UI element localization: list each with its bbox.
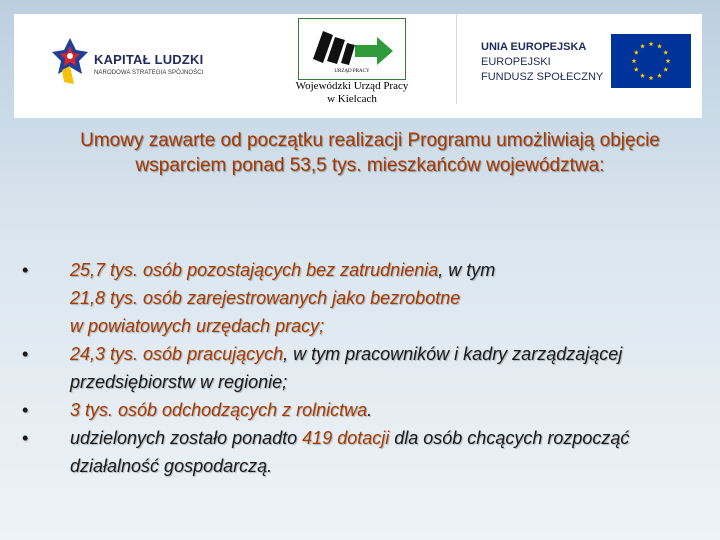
- wup-arrow-icon: [305, 23, 399, 69]
- bullet-list: [22, 256, 692, 480]
- bullet-text: udzielonych zostało ponadto: [70, 428, 303, 448]
- eu-text: [481, 40, 603, 85]
- logo-bar: [14, 14, 702, 118]
- wup-caption-line2: w Kielcach: [327, 93, 377, 105]
- bullet-text: , w tym: [438, 260, 496, 280]
- bullet-highlight: w powiatowych urzędach pracy;: [70, 316, 325, 336]
- bullet-highlight: 25,7 tys. osób pozostających bez zatrudnienia: [70, 260, 439, 280]
- eu-flag-icon: [611, 34, 691, 88]
- bullet-text: dla osób chcących rozpocząć działalność gospodarczą.: [70, 428, 630, 476]
- bullet-dot: •: [22, 400, 29, 420]
- bullet-text: .: [367, 400, 373, 420]
- kapital-ludzki-title: KAPITAŁ LUDZKI: [94, 52, 204, 67]
- intro-text: Umowy zawarte od początku realizacji Programu umożliwiają objęcie wsparciem ponad 53,5 tys. mieszkańców województwa:: [80, 130, 660, 176]
- bullet-text: , w tym pracowników i kadry zarządzającej przedsiębiorstw w regionie;: [70, 344, 623, 392]
- list-item: [22, 424, 692, 480]
- bullet-dot: •: [22, 260, 29, 280]
- bullet-highlight: 419 dotacji: [302, 428, 390, 448]
- bullet-dot: •: [22, 344, 29, 364]
- list-item: [22, 340, 692, 396]
- kapital-ludzki-subtitle: NARODOWA STRATEGIA SPÓJNOŚCI: [94, 70, 204, 76]
- bullet-highlight: 21,8 tys. osób zarejestrowanych jako bezrobotne: [70, 288, 461, 308]
- list-item: [22, 396, 692, 424]
- eu-logo: [456, 14, 703, 104]
- kapital-ludzki-logo: [52, 36, 222, 96]
- bullet-dot: •: [22, 428, 29, 448]
- wup-caption: [264, 80, 440, 106]
- bullet-highlight: 3 tys. osób odchodzących z rolnictwa: [70, 400, 368, 420]
- eu-line1: UNIA EUROPEJSKA: [481, 41, 587, 53]
- wup-caption-line1: Wojewódzki Urząd Pracy: [295, 80, 409, 92]
- kapital-ludzki-icon: [52, 36, 88, 86]
- eu-line2: EUROPEJSKI: [481, 56, 551, 68]
- bullet-highlight: 24,3 tys. osób pracujących: [70, 344, 284, 364]
- eu-line3: FUNDUSZ SPOŁECZNY: [481, 71, 604, 83]
- wup-small-label: URZĄD PRACY: [334, 69, 370, 74]
- list-item: [22, 256, 692, 340]
- wup-logo: [298, 18, 406, 80]
